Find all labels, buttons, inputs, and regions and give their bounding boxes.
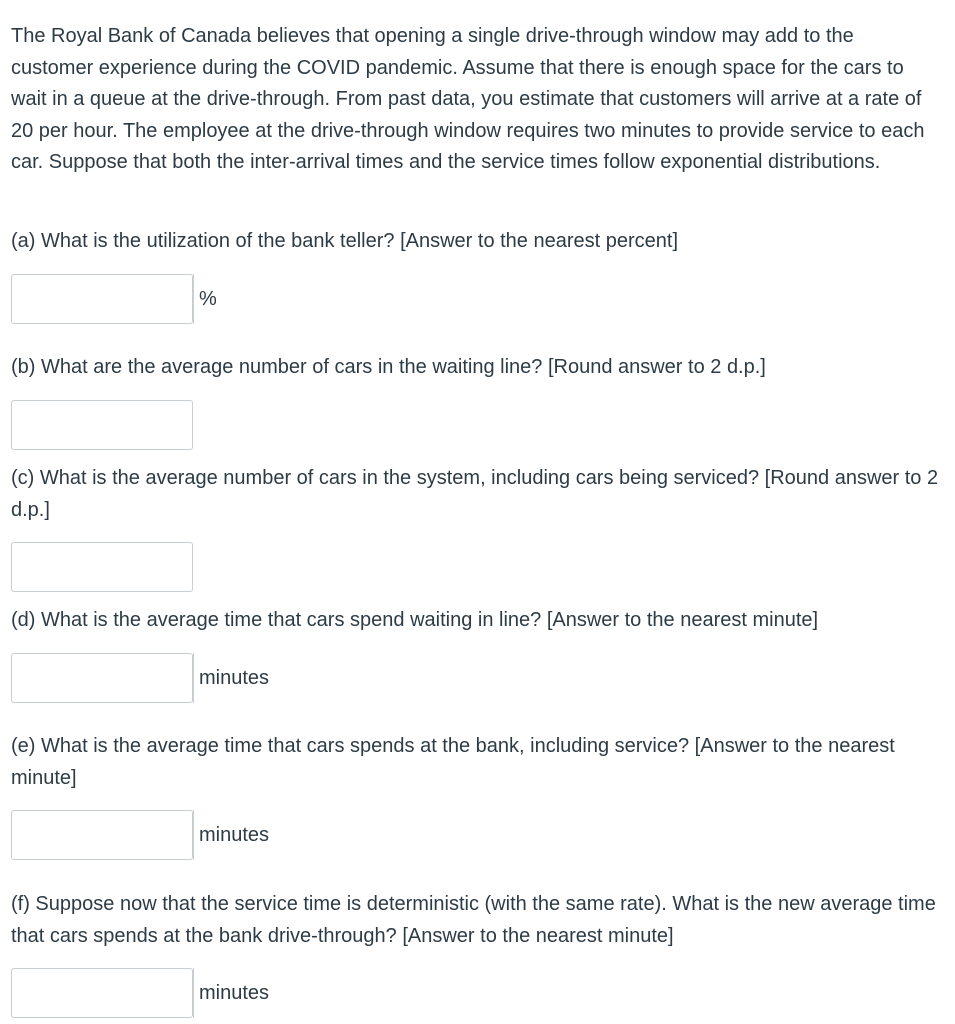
question-b: (b) What are the average number of cars in the waiting line? [Round answer to 2 d.p.] (11, 356, 766, 378)
answer-input-e[interactable] (11, 810, 193, 860)
unit-label-d: minutes (193, 653, 269, 703)
question-d: (d) What is the average time that cars spend waiting in line? [Answer to the nearest minute] (11, 609, 819, 631)
answer-row-f (11, 968, 269, 1018)
answer-row-a (11, 274, 217, 324)
answer-input-a[interactable] (11, 274, 193, 324)
unit-label-f: minutes (193, 968, 269, 1018)
answer-row-d (11, 653, 269, 703)
answer-input-f[interactable] (11, 968, 193, 1018)
question-a: (a) What is the utilization of the bank teller? [Answer to the nearest percent] (11, 230, 679, 252)
unit-label-a: % (193, 274, 217, 324)
question-f: (f) Suppose now that the service time is deterministic (with the same rate). What is the new average time that cars spends at the bank drive-through? [Answer to the nearest minute] (11, 893, 936, 947)
answer-row-e (11, 810, 269, 860)
answer-input-b[interactable] (11, 400, 193, 450)
answer-row-c (11, 542, 193, 592)
unit-label-e: minutes (193, 810, 269, 860)
answer-input-c[interactable] (11, 542, 193, 592)
problem-statement: The Royal Bank of Canada believes that opening a single drive-through window may add to the customer experience during the COVID pandemic. Assume that there is enough space for the cars to wait in a queue at the drive-through. From past data, you estimate that customers will arrive at a rate of 20 per hour. The employee at the drive-through window requires two minutes to provide service to each car. Suppose that both the inter-arrival times and the service times follow exponential distributions. (11, 25, 925, 173)
answer-row-b (11, 400, 193, 450)
answer-input-d[interactable] (11, 653, 193, 703)
question-c: (c) What is the average number of cars in the system, including cars being serviced? [Round answer to 2 d.p.] (11, 467, 939, 521)
question-e: (e) What is the average time that cars spends at the bank, including service? [Answer to the nearest minute] (11, 735, 895, 789)
